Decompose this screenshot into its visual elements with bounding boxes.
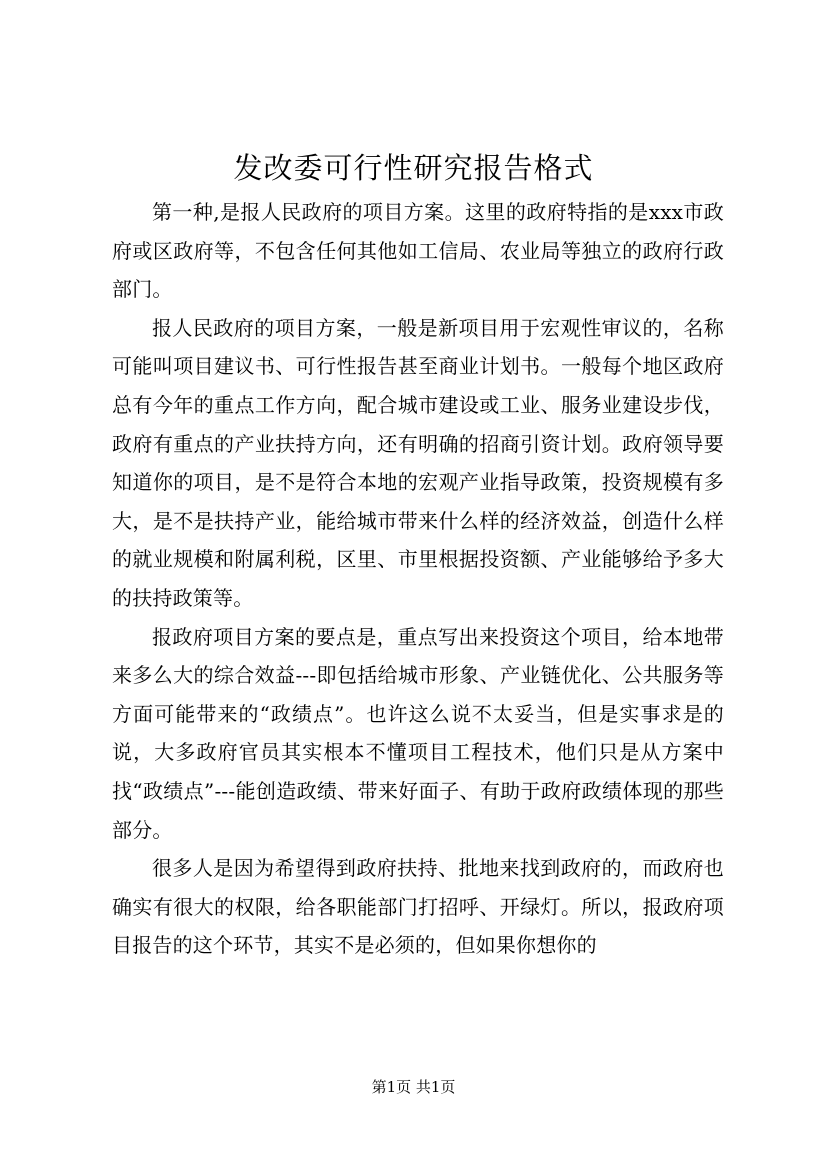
paragraph-2: 报人民政府的项目方案，一般是新项目用于宏观性审议的，名称可能叫项目建议书、可行性报告甚至商业计划书。一般每个地区政府总有今年的重点工作方向，配合城市建设或工业、服务业建设步伐，政府有重点的产业扶持方向，还有明确的招商引资计划。政府领导要知道你的项目，是不是符合本地的宏观产业指导政策，投资规模有多大，是不是扶持产业，能给城市带来什么样的经济效益，创造什么样的就业规模和附属利税，区里、市里根据投资额、产业能够给予多大的扶持政策等。 bbox=[112, 315, 724, 610]
paragraph-1: 第一种,是报人民政府的项目方案。这里的政府特指的是xxx市政府或区政府等，不包含任何其他如工信局、农业局等独立的政府行政部门。 bbox=[112, 200, 724, 302]
page-footer: 第1页 共1页 bbox=[371, 1078, 456, 1096]
document-title: 发改委可行性研究报告格式 bbox=[233, 151, 594, 185]
paragraph-4: 很多人是因为希望得到政府扶持、批地来找到政府的，而政府也确实有很大的权限，给各职能部门打招呼、开绿灯。所以，报政府项目报告的这个环节，其实不是必须的，但如果你想你的 bbox=[112, 856, 724, 958]
document-body bbox=[112, 193, 724, 965]
paragraph-3: 报政府项目方案的要点是，重点写出来投资这个项目，给本地带来多么大的综合效益---即包括给城市形象、产业链优化、公共服务等方面可能带来的“政绩点”。也许这么说不太妥当，但是实事求是的说，大多政府官员其实根本不懂项目工程技术，他们只是从方案中找“政绩点”---能创造政绩、带来好面子、有助于政府政绩体现的那些部分。 bbox=[112, 624, 724, 842]
